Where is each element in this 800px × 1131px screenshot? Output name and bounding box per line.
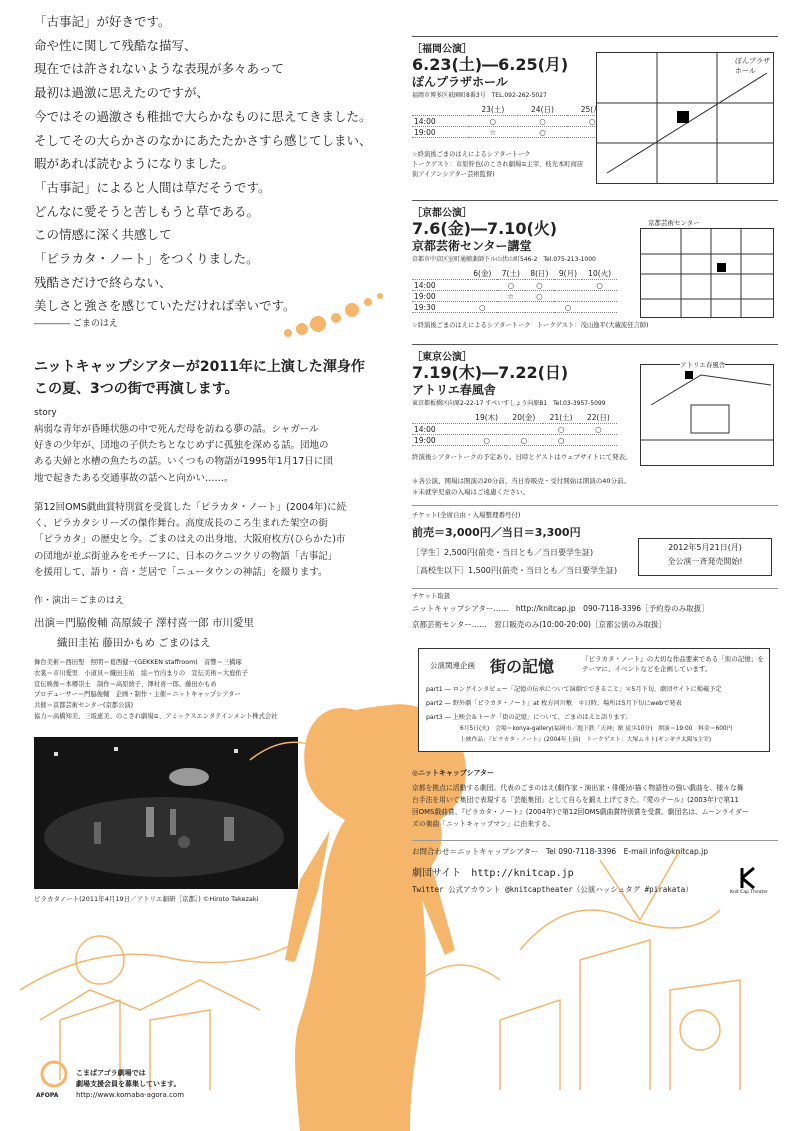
story-line: ある夫婦と水槽の魚たちの話。いくつもの物語が1995年1月17日に団 bbox=[34, 456, 333, 468]
staff-line: 宣伝映像＝本郷崇士 制作＝高原綾子、澤村喜一郎、藤田かもめ bbox=[34, 680, 217, 688]
time-cell: 19:00 bbox=[412, 127, 468, 138]
company-line: 京都を拠点に活動する劇団。代表のごまのはえ(劇作家・演出家・俳優)が描く物語性の強い戯曲を、様々な舞 bbox=[412, 784, 744, 792]
kyoto-section bbox=[412, 200, 778, 201]
intro-line: 命や性に関して残酷な描写、 bbox=[34, 37, 197, 53]
kyoto-venue: 京都芸術センター講堂 bbox=[412, 239, 532, 253]
day-header: 20(金) bbox=[505, 412, 542, 424]
kyoto-label: ［京都公演］ bbox=[412, 208, 472, 219]
cast-line-1: 出演＝門脇俊輔 高原綾子 澤村喜一郎 市川愛里 bbox=[34, 617, 255, 629]
handling-label: チケット取扱 bbox=[412, 592, 451, 600]
fukuoka-section bbox=[412, 36, 778, 37]
release-date: 2012年5月21日(月) bbox=[668, 543, 742, 552]
event-part-3b: 6月5日(火) 会場＝konya-gallery(福岡市／地下鉄「天神」駅 徒歩10分) 開演＝19:00 料金＝600円 bbox=[460, 726, 733, 732]
intro-line: 「古事記」が好きです。 bbox=[34, 14, 171, 29]
contact-line-3[interactable]: Twitter 公式アカウント @knitcaptheater（公演ハッシュタグ #pirakata） bbox=[412, 885, 693, 894]
fukuoka-notes bbox=[412, 150, 583, 180]
tokyo-map-label: アトリエ春風舎 bbox=[680, 361, 726, 369]
intro-signature: ―――― ごまのはえ bbox=[34, 319, 118, 329]
award-line: 第12回OMS戯曲賞特別賞を受賞した「ピラカタ・ノート」(2004年)に続 bbox=[34, 502, 347, 513]
fukuoka-dates: 6.23(土)―6.25(月) bbox=[412, 55, 569, 74]
company-label: ◎ニットキャップシアター bbox=[412, 769, 495, 777]
general-note: ＊各公演、開場は開演の20分前、当日券販売・受付開始は開演の40分前。 bbox=[412, 477, 631, 485]
mark-cell bbox=[582, 302, 617, 313]
story-line: 病弱な青年が昏睡状態の中で死んだ母を訪ねる夢の話。シャガール bbox=[34, 424, 319, 435]
decorative-dots-icon bbox=[268, 288, 398, 348]
tokyo-venue: アトリエ春風舎 bbox=[412, 383, 496, 397]
release-text: 全公演一斉発売開始! bbox=[667, 557, 743, 566]
mark-cell: ○ bbox=[554, 302, 583, 313]
kyoto-schedule bbox=[412, 268, 617, 313]
tokyo-dates: 7.19(木)―7.22(日) bbox=[412, 363, 569, 382]
mark-cell bbox=[468, 280, 497, 291]
company-line: 回OMS戯曲賞、『ピラカタ・ノート』(2004年)で第12回OMS戯曲賞特別賞を受賞。劇団名は、ムーンライダー bbox=[412, 808, 749, 816]
tokyo-label: ［東京公演］ bbox=[412, 352, 472, 363]
day-header: 22(日) bbox=[580, 412, 617, 424]
intro-line: そしてその大らかさのなかにあたたかさすら感じてしまい、 bbox=[34, 132, 372, 148]
contact-line-2[interactable]: 劇団サイト http://knitcap.jp bbox=[412, 868, 574, 879]
staff-line: プロデューサー＝門脇俊輔 企画・制作・主催＝ニットキャップシアター bbox=[34, 691, 241, 699]
company-line: 台手法を用いて集団で表現する「芸能集団」として自らを鍛え上げてきた。『愛のテール』(2003年)で第11 bbox=[412, 796, 739, 804]
ticket-label: チケット(全席自由・入場整理番号付) bbox=[412, 511, 521, 519]
kyoto-map bbox=[640, 228, 774, 318]
cast-line-2: 織田圭祐 藤田かもめ ごまのはえ bbox=[57, 637, 211, 649]
day-header: 9(月) bbox=[554, 268, 583, 280]
mark-cell: ○ bbox=[582, 280, 617, 291]
agora-line-1: こまばアゴラ劇場では bbox=[76, 1069, 146, 1077]
intro-text bbox=[34, 10, 394, 318]
story-body bbox=[34, 422, 404, 487]
award-line: の団地が並ぶ街並みをモチーフに、日本のクニツクリの物語「古事記」 bbox=[34, 550, 338, 562]
fukuoka-venue: ぽんプラザホール bbox=[412, 75, 508, 89]
tokyo-note: 終演後シアタートークの予定あり。日時とゲストはウェブサイトにて発表。 bbox=[412, 453, 632, 461]
mark-cell: ○ bbox=[543, 435, 580, 446]
author-credit: 作・演出＝ごまのはえ bbox=[34, 596, 125, 606]
time-cell: 19:30 bbox=[412, 302, 468, 313]
fukuoka-note: トークゲスト：市原幹也(のこされ劇場≡主宰、枝光本町商店 bbox=[412, 161, 584, 168]
tokyo-section bbox=[412, 344, 778, 345]
ticket-general: 前売＝3,000円／当日＝3,300円 bbox=[412, 526, 581, 539]
mark-cell: ○ bbox=[567, 116, 617, 127]
time-cell: 14:00 bbox=[412, 424, 468, 435]
fukuoka-map-label-1: ぽんプラザ bbox=[735, 57, 770, 65]
day-header: 21(土) bbox=[543, 412, 580, 424]
award-line: 「ピラカタ」の歴史と今。ごまのはえの出身地、大阪府枚方(ひらかた)市 bbox=[34, 534, 346, 546]
fukuoka-address: 福岡市博多区祇園町8番3号 TEL.092-262-5027 bbox=[412, 92, 547, 99]
kyoto-address: 京都市中京区室町通蛸薬師下ル山伏山町546-2 Tel.075-213-1000 bbox=[412, 256, 596, 263]
agora-url[interactable]: http://www.komaba-agora.com bbox=[76, 1091, 185, 1099]
day-header: 25(月) bbox=[567, 104, 617, 116]
event-desc-1: 『ピラカタ・ノート』の大切な作品要素である「街の記憶」を bbox=[582, 655, 764, 663]
agora-logo-text: AFOPA bbox=[36, 1092, 59, 1099]
intro-line: この情感に深く共感して bbox=[34, 227, 172, 243]
intro-line: 「古事記」によると人間は草だそうです。 bbox=[34, 179, 271, 195]
day-header: 10(火) bbox=[582, 268, 617, 280]
tokyo-schedule bbox=[412, 412, 617, 446]
fukuoka-note: ☆終演後ごまのはえによるシアタートーク bbox=[412, 151, 531, 158]
agora-line-2: 劇場支援会員を募集しています。 bbox=[76, 1080, 181, 1088]
company-line: ズの楽曲「ニットキャップマン」に由来する。 bbox=[412, 820, 555, 828]
kyoto-dates: 7.6(金)―7.10(火) bbox=[412, 219, 558, 238]
mark-cell bbox=[554, 280, 583, 291]
ticket-rule bbox=[412, 505, 778, 506]
kyoto-note: ☆終演後ごまのはえによるシアタートーク トークゲスト：茂山逸平(大蔵流狂言師) bbox=[412, 322, 649, 329]
mark-cell: ○ bbox=[468, 302, 497, 313]
handling-row-2: 京都芸術センター…… 窓口販売のみ(10:00-20:00)［京都公演のみ取扱］ bbox=[412, 620, 666, 629]
award-line: く、ピラカタシリーズの傑作舞台。高度成長のころ生まれた架空の街 bbox=[34, 518, 328, 530]
mark-cell: ○ bbox=[580, 424, 617, 435]
mark-cell bbox=[468, 424, 505, 435]
day-header: 23(土) bbox=[468, 104, 518, 116]
story-line: 好きの少年が、団地の子供たちとなじめずに孤独を深める話。団地の bbox=[34, 440, 329, 452]
knitcap-logo-icon bbox=[736, 866, 766, 890]
intro-line: どんなに愛そうと苦しもうと草である。 bbox=[34, 203, 260, 219]
mark-cell: ○ bbox=[525, 280, 554, 291]
fukuoka-schedule bbox=[412, 104, 617, 138]
event-desc-2: テーマに、イベントなどを企画しています。 bbox=[582, 665, 712, 673]
staff-line: 衣裳＝市川愛里 小道具＝織田圭祐 絵＝竹内まりの 宣伝美術＝大庭佑子 bbox=[34, 669, 249, 677]
day-header: 6(金) bbox=[468, 268, 497, 280]
intro-line: 美しさと強さを感じていただければ幸いです。 bbox=[34, 298, 296, 314]
fukuoka-note: 街アイアンシアター芸術監督) bbox=[412, 171, 495, 178]
fukuoka-label: ［福岡公演］ bbox=[412, 44, 472, 55]
time-cell: 19:00 bbox=[412, 435, 468, 446]
mark-cell: ○ bbox=[518, 116, 568, 127]
tokyo-address: 東京都板橋区向原2-22-17 すぺいすしょう向原B1 Tel.03-3957-5099 bbox=[412, 400, 606, 407]
event-part-2: part2 ― 野外劇「ピラカタ・ノート」at 枚方河川敷 ＊日時、場所は5月下旬にwebで発表 bbox=[426, 700, 682, 707]
time-cell: 14:00 bbox=[412, 280, 468, 291]
event-part-3c: 上映作品：『ピラカタ・ノート』(2004年上演) トークゲスト：大塚ムネト(ギンギラ太陽's主宰) bbox=[460, 737, 712, 743]
release-box bbox=[638, 538, 772, 576]
intro-line: 「ピラカタ・ノート」をつくりました。 bbox=[34, 251, 259, 267]
mark-cell: ○ bbox=[518, 127, 568, 138]
mark-cell: ☆ bbox=[468, 127, 518, 138]
event-part-3: part3 ― 上映会＆トーク「街の記憶」について、ごまのはえと語ります。 bbox=[426, 714, 632, 721]
day-header: 19(木) bbox=[468, 412, 505, 424]
mark-cell: ○ bbox=[497, 280, 526, 291]
intro-line: 現在では許されないような表現が多々あって bbox=[34, 61, 284, 77]
mark-cell bbox=[580, 435, 617, 446]
knitcap-logo-text: Knit Cap Theater bbox=[730, 890, 768, 895]
award-line: を援用して、語り・音・芝居で「ニュータウンの神話」を綴ります。 bbox=[34, 566, 328, 578]
general-note: ＊未就学児童の入場はご遠慮ください。 bbox=[412, 488, 529, 496]
event-part-1: part1 ― ロングインタビュー「記憶の伝承について演劇でできること」＊5月下旬、劇団サイトに掲載予定 bbox=[426, 686, 722, 693]
story-label: story bbox=[34, 408, 57, 418]
handling-rule bbox=[412, 588, 778, 589]
fukuoka-map-label-2: ホール bbox=[735, 67, 756, 75]
photo-caption: ピラカタノート(2011年4月19日／アトリエ劇研［京都］) ©Hiroto Takezaki bbox=[34, 895, 259, 903]
mark-cell bbox=[468, 291, 497, 302]
event-tag: 公演関連企画 bbox=[430, 661, 475, 670]
mark-cell: ☆ bbox=[497, 291, 526, 302]
mark-cell: ○ bbox=[468, 435, 505, 446]
mark-cell bbox=[582, 291, 617, 302]
time-cell: 19:00 bbox=[412, 291, 468, 302]
staff-line: 舞台美術＝西田聖 照明＝葛西健一(GEKKEN staffroom) 音響＝三橋琢 bbox=[34, 659, 242, 666]
intro-line: 残酷さだけで終らない、 bbox=[34, 274, 172, 290]
handling-row-1[interactable]: ニットキャップシアター…… http://knitcap.jp 090-7118-3396［予約券のみ取扱］ bbox=[412, 604, 709, 613]
day-header: 8(日) bbox=[525, 268, 554, 280]
mark-cell bbox=[497, 302, 526, 313]
staff-line: 共催＝京都芸術センター(京都公演) bbox=[34, 702, 134, 710]
contact-line-1[interactable]: お問合わせ＝ニットキャップシアター Tel 090-7118-3396 E-mail info@knitcap.jp bbox=[412, 847, 708, 856]
event-title: 街の記憶 bbox=[490, 657, 555, 676]
agora-logo-icon bbox=[36, 1060, 72, 1094]
intro-line: 今ではその過激さも稚拙で大らかなものに思えてきました。 bbox=[34, 108, 372, 124]
ticket-student: ［学生］2,500円(前売・当日とも／当日要学生証) bbox=[412, 548, 594, 557]
mark-cell: ○ bbox=[468, 116, 518, 127]
mark-cell bbox=[505, 424, 542, 435]
contact-rule bbox=[412, 840, 778, 841]
time-cell: 14:00 bbox=[412, 116, 468, 127]
mark-cell: ○ bbox=[505, 435, 542, 446]
mark-cell: ○ bbox=[525, 291, 554, 302]
staff-line: 協力＝高橋知美、三坂恵美、のこされ劇場≡、アミックスエンタテインメント株式会社 bbox=[34, 712, 278, 720]
company-desc bbox=[412, 782, 782, 830]
intro-line: 最初は過激に思えたのですが、 bbox=[34, 85, 210, 101]
mark-cell: ○ bbox=[543, 424, 580, 435]
mark-cell bbox=[525, 302, 554, 313]
day-header: 7(土) bbox=[497, 268, 526, 280]
story-line: 地で起きたある交通事故の話へと向かい……。 bbox=[34, 472, 234, 484]
day-header: 24(日) bbox=[518, 104, 568, 116]
intro-line: 暇があれば読むようになりました。 bbox=[34, 156, 235, 172]
general-notes bbox=[412, 476, 630, 498]
mark-cell bbox=[554, 291, 583, 302]
tokyo-map bbox=[640, 364, 774, 466]
kyoto-map-label: 京都芸術センター bbox=[648, 219, 700, 227]
headline-1: ニットキャップシアターが2011年に上演した渾身作 bbox=[34, 359, 365, 375]
headline-2: この夏、3つの街で再演します。 bbox=[34, 381, 239, 397]
award-text bbox=[34, 500, 404, 581]
ticket-highschool: ［高校生以下］1,500円(前売・当日とも／当日要学生証) bbox=[412, 566, 618, 575]
